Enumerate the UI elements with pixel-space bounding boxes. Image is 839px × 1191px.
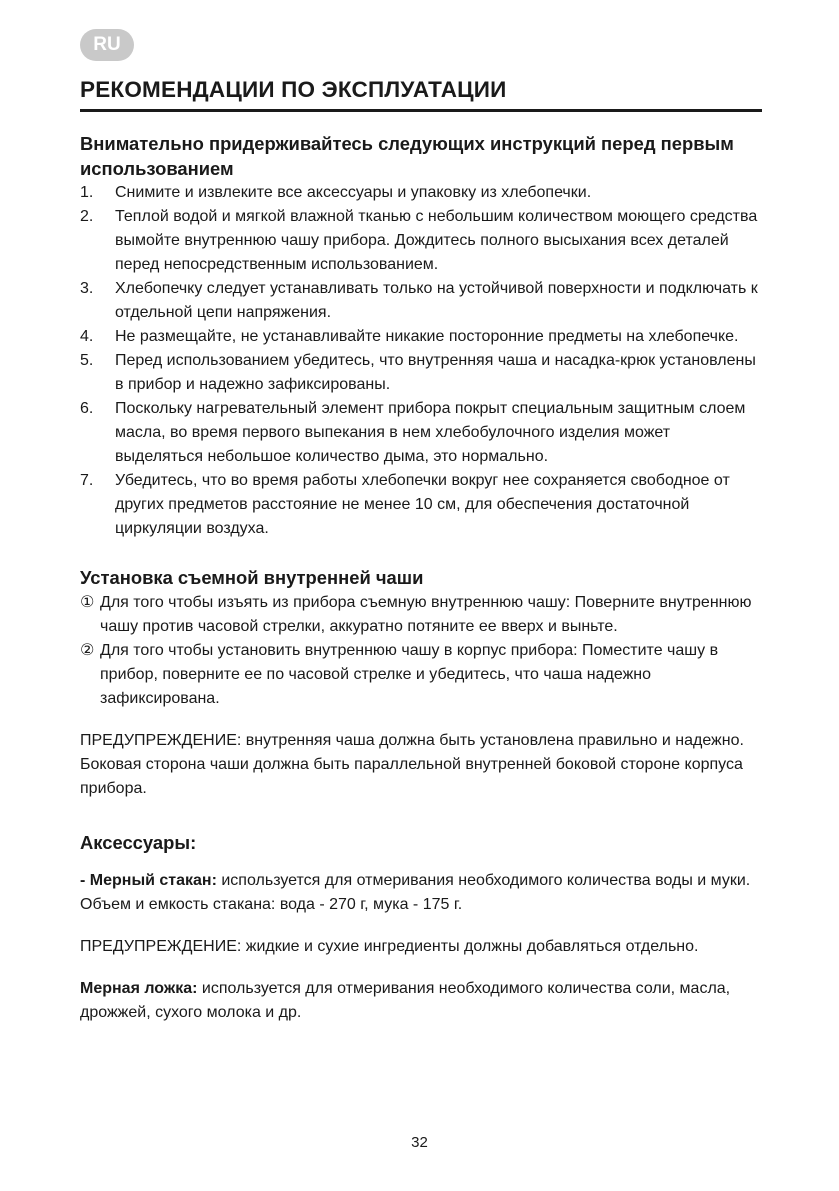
measuring-cup-paragraph <box>80 869 762 917</box>
measuring-cup-text: используется для отмеривания необходимого количества воды и муки. Объем и емкость стакана: вода - 270 г, мука - 175 г. <box>80 872 751 913</box>
section-heading-accessories: Аксессуары: <box>80 831 197 853</box>
item-text: Убедитесь, что во время работы хлебопечки вокруг нее сохраняется свободное от других предметов расстояние не менее 10 см, для обеспечения достаточной циркуляции воздуха. <box>115 472 730 537</box>
item-number: 6. <box>80 400 94 417</box>
list-item <box>80 639 762 711</box>
page-number: 32 <box>411 1134 428 1151</box>
item-text: Для того чтобы установить внутреннюю чашу в корпус прибора: Поместите чашу в прибор, поверните ее по часовой стрелке и убедитесь, что чаша надежно зафиксирована. <box>100 641 719 707</box>
section-heading-bowl-install: Установка съемной внутренней чаши <box>80 567 424 588</box>
title-divider <box>80 109 762 112</box>
item-number: 5. <box>80 352 94 369</box>
measuring-spoon-paragraph <box>80 977 762 1025</box>
circled-number: ② <box>80 641 95 659</box>
list-item <box>80 181 762 205</box>
first-use-instructions-list <box>80 181 762 541</box>
item-number: 1. <box>80 184 94 201</box>
item-text: Снимите и извлеките все аксессуары и упаковку из хлебопечки. <box>115 184 592 201</box>
item-number: 3. <box>80 280 94 297</box>
item-number: 2. <box>80 208 94 225</box>
page-title: РЕКОМЕНДАЦИИ ПО ЭКСПЛУАТАЦИИ <box>80 77 507 102</box>
measuring-spoon-text: используется для отмеривания необходимого количества соли, масла, дрожжей, сухого молока и др. <box>80 980 731 1021</box>
measuring-cup-term: - Мерный стакан: <box>80 872 217 889</box>
item-text: Для того чтобы изъять из прибора съемную внутреннюю чашу: Поверните внутреннюю чашу против часовой стрелки, аккуратно потяните ее вверх и выньте. <box>100 593 752 635</box>
document-body <box>80 132 762 1025</box>
list-item <box>80 591 762 639</box>
item-number: 7. <box>80 472 94 489</box>
circled-number: ① <box>80 593 95 611</box>
list-item <box>80 469 762 541</box>
measuring-spoon-term: Мерная ложка: <box>80 980 198 997</box>
item-text: Хлебопечку следует устанавливать только на устойчивой поверхности и подключать к отдельной цепи напряжения. <box>115 280 758 321</box>
language-badge: RU <box>80 29 134 61</box>
section-heading-first-use: Внимательно придерживайтесь следующих инструкций перед первым использованием <box>80 133 734 179</box>
list-item <box>80 277 762 325</box>
item-text: Поскольку нагревательный элемент прибора покрыт специальным защитным слоем масла, во время первого выпекания в нем хлебобулочного изделия может выделяться небольшое количество дыма, это нормально. <box>115 400 746 465</box>
item-text: Перед использованием убедитесь, что внутренняя чаша и насадка-крюк установлены в прибор и надежно зафиксированы. <box>115 352 756 393</box>
item-text: Не размещайте, не устанавливайте никакие посторонние предметы на хлебопечке. <box>115 328 739 345</box>
item-number: 4. <box>80 328 94 345</box>
bowl-warning: ПРЕДУПРЕЖДЕНИЕ: внутренняя чаша должна быть установлена правильно и надежно. Боковая сторона чаши должна быть параллельной внутренней боковой стороне корпуса прибора. <box>80 731 744 797</box>
item-text: Теплой водой и мягкой влажной тканью с небольшим количеством моющего средства вымойте внутреннюю чашу прибора. Дождитесь полного высыхания всех деталей перед непосредственным использованием. <box>115 208 758 273</box>
bowl-install-steps <box>80 591 762 711</box>
list-item <box>80 349 762 397</box>
list-item <box>80 205 762 277</box>
ingredients-warning: ПРЕДУПРЕЖДЕНИЕ: жидкие и сухие ингредиенты должны добавляться отдельно. <box>80 938 699 955</box>
list-item <box>80 325 762 349</box>
list-item <box>80 397 762 469</box>
